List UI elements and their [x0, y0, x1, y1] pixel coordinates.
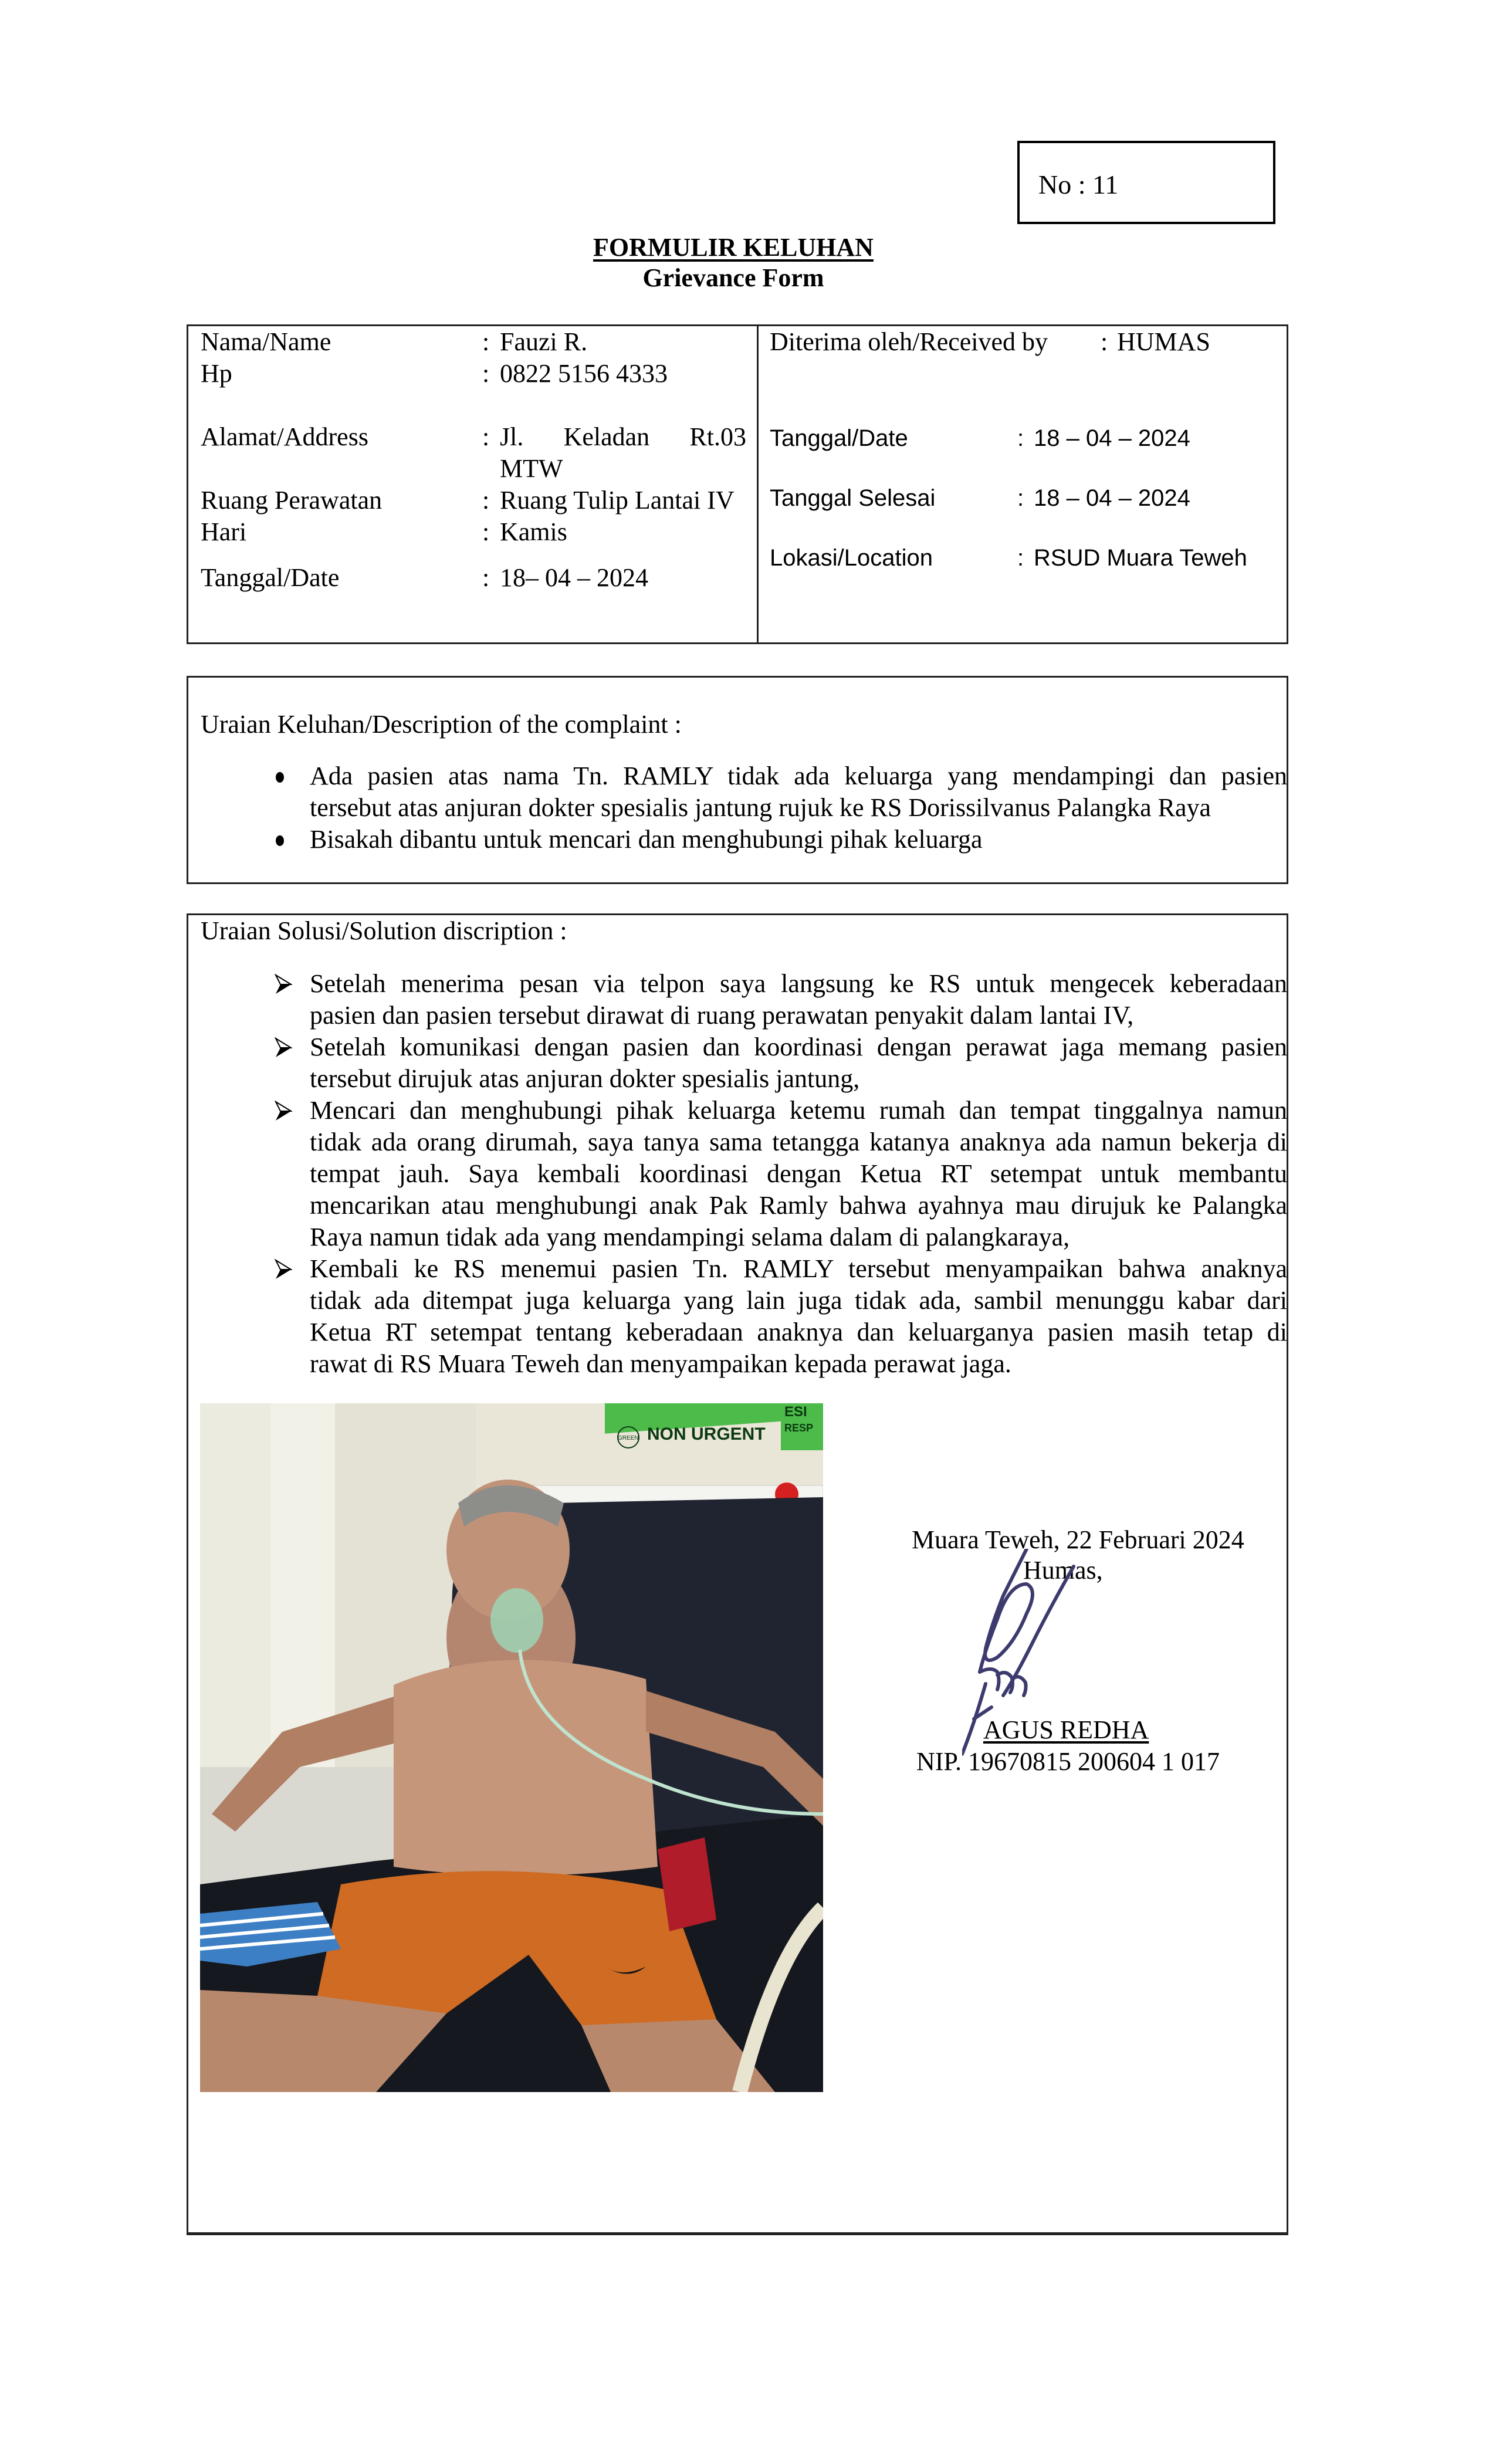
solution-item-4-line1: Kembali ke RS menemui pasien Tn. RAMLY tersebut menyampaikan bahwa anaknya	[310, 1254, 1287, 1283]
solution-heading: Uraian Solusi/Solution discription :	[201, 916, 567, 945]
arrow-bullet-icon	[275, 1101, 292, 1122]
patient-photo	[200, 1403, 823, 2092]
colon: :	[1101, 327, 1108, 356]
form-title-block	[0, 232, 1467, 293]
form-title: FORMULIR KELUHAN	[593, 233, 874, 262]
address-label: Alamat/Address	[201, 422, 368, 451]
arrow-bullet-icon	[275, 974, 292, 995]
phone-label: Hp	[201, 359, 232, 388]
svg-text:ESI: ESI	[784, 1404, 807, 1420]
date-value: 18– 04 – 2024	[500, 563, 648, 592]
arrow-bullet-icon	[275, 1037, 292, 1058]
svg-text:NON URGENT: NON URGENT	[647, 1424, 766, 1444]
receipt-date-label: Tanggal/Date	[770, 425, 908, 451]
received-by-label: Diterima oleh/Received by	[770, 327, 1048, 356]
day-value: Kamis	[500, 517, 567, 546]
address-value-line2: MTW	[500, 454, 563, 483]
complaint-item-1-line1: Ada pasien atas nama Tn. RAMLY tidak ada keluarga yang mendampingi dan pasien	[310, 761, 1287, 790]
form-subtitle: Grievance Form	[642, 263, 824, 292]
signatory-name: AGUS REDHA	[983, 1715, 1149, 1744]
colon: :	[482, 486, 490, 515]
colon: :	[1017, 425, 1024, 451]
complaint-item-2: Bisakah dibantu untuk mencari dan menghubungi pihak keluarga	[310, 825, 983, 854]
finish-date-value: 18 – 04 – 2024	[1034, 485, 1190, 511]
ward-value: Ruang Tulip Lantai IV	[500, 486, 735, 515]
solution-item-2-line1: Setelah komunikasi dengan pasien dan koordinasi dengan perawat jaga memang pasien	[310, 1033, 1287, 1061]
solution-item-2-line2: tersebut dirujuk atas anjuran dokter spesialis jantung,	[310, 1064, 860, 1093]
day-label: Hari	[201, 517, 247, 546]
solution-item-4-line4: rawat di RS Muara Teweh dan menyampaikan kepada perawat jaga.	[310, 1349, 1011, 1378]
solution-item-4-line3: Ketua RT setempat tentang keberadaan anaknya dan keluarganya pasien masih tetap di	[310, 1318, 1287, 1346]
solution-item-3-line3: tempat jauh. Saya kembali koordinasi dengan Ketua RT setempat untuk membantu	[310, 1159, 1287, 1188]
svg-text:GREEN: GREEN	[618, 1435, 639, 1441]
colon: :	[482, 359, 490, 388]
date-label: Tanggal/Date	[201, 563, 340, 592]
colon: :	[482, 517, 490, 546]
address-value-line1: Jl. Keladan Rt.03	[500, 422, 746, 451]
solution-item-1-line2: pasien dan pasien tersebut dirawat di ruang perawatan penyakit dalam lantai IV,	[310, 1001, 1134, 1030]
document-number-box	[1017, 141, 1275, 224]
location-value: RSUD Muara Teweh	[1034, 545, 1247, 571]
solution-item-1-line1: Setelah menerima pesan via telpon saya langsung ke RS untuk mengecek keberadaan	[310, 969, 1287, 998]
patient-photo-illustration	[200, 1403, 823, 2092]
receipt-date-value: 18 – 04 – 2024	[1034, 425, 1190, 451]
colon: :	[1017, 485, 1024, 511]
colon: :	[1017, 545, 1024, 571]
document-number: No : 11	[1038, 170, 1119, 199]
solution-item-4-line2: tidak ada ditempat juga keluarga yang lain juga tidak ada, sambil menunggu kabar dari	[310, 1286, 1287, 1315]
bullet-icon	[276, 835, 284, 846]
complaint-item-1-line2: tersebut atas anjuran dokter spesialis jantung rujuk ke RS Dorissilvanus Palangka Raya	[310, 793, 1211, 822]
location-label: Lokasi/Location	[770, 545, 933, 571]
svg-text:RESP: RESP	[784, 1422, 814, 1434]
colon: :	[482, 327, 490, 356]
received-by-value: HUMAS	[1117, 327, 1210, 356]
solution-item-3-line4: mencarikan atau menghubungi anak Pak Ramly bahwa ayahnya mau dirujuk ke Palangka	[310, 1191, 1287, 1220]
solution-item-3-line1: Mencari dan menghubungi pihak keluarga ketemu rumah dan tempat tinggalnya namun	[310, 1096, 1287, 1125]
solution-item-3-line5: Raya namun tidak ada yang mendampingi selama dalam di palangkaraya,	[310, 1223, 1070, 1251]
name-label: Nama/Name	[201, 327, 331, 356]
solution-item-3-line2: tidak ada orang dirumah, saya tanya sama tetangga katanya anaknya ada namun bekerja di	[310, 1128, 1287, 1156]
phone-value: 0822 5156 4333	[500, 359, 668, 388]
complaint-heading: Uraian Keluhan/Description of the complaint :	[201, 710, 682, 739]
colon: :	[482, 563, 490, 592]
signature-role: Humas,	[1023, 1556, 1103, 1585]
finish-date-label: Tanggal Selesai	[770, 485, 936, 511]
arrow-bullet-icon	[275, 1259, 292, 1280]
colon: :	[482, 422, 490, 451]
ward-label: Ruang Perawatan	[201, 486, 383, 515]
signature-place-date: Muara Teweh, 22 Februari 2024	[912, 1525, 1244, 1554]
info-table-divider	[757, 324, 759, 644]
bullet-icon	[276, 772, 284, 783]
signatory-nip: NIP. 19670815 200604 1 017	[916, 1747, 1220, 1776]
name-value: Fauzi R.	[500, 327, 588, 356]
